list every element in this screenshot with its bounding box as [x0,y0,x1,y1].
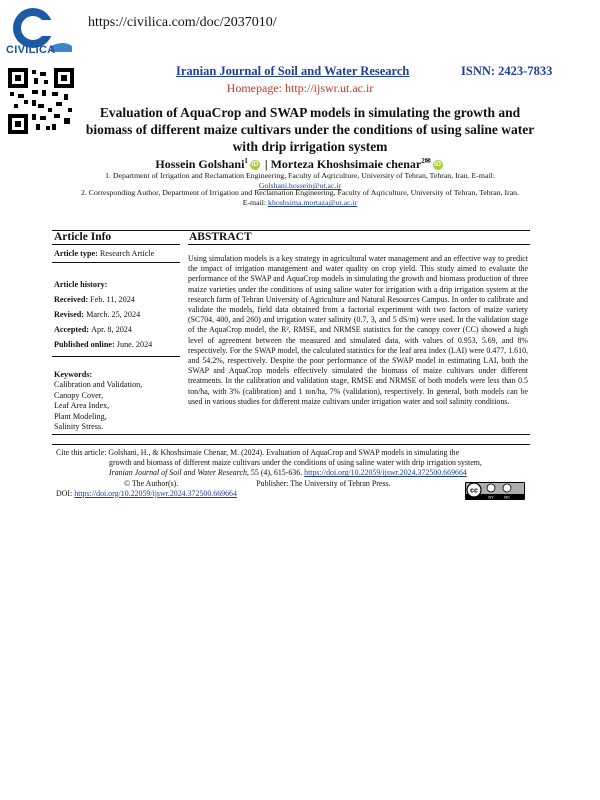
citation-line-3: Iranian Journal of Soil and Water Research, 55 (4), 615-636. https://doi.org/10.22059/ijswr.2024.372500.669664 [109,468,467,478]
keywords-label: Keywords: [54,370,93,379]
keyword-3: Leaf Area Index, [54,401,110,411]
keyword-2: Canopy Cover, [54,390,104,400]
accepted-date: Accepted: Apr. 8, 2024 [54,325,132,334]
cite-rule [52,444,530,445]
cc-license-icon[interactable] [465,482,525,500]
publisher: Publisher: The University of Tehran Press. [256,478,391,488]
right-head-rule [188,244,530,245]
affiliation-2-email[interactable]: khoshsima.mortaza@ut.ac.ir [268,198,358,207]
citation-doi-link[interactable]: https://doi.org/10.22059/ijswr.2024.372500.669664 [304,468,467,478]
title-line-2: biomass of different maize cultivars under the conditions of using saline water [85,122,535,137]
orcid-icon[interactable]: iD [251,161,259,169]
published-date: Published online: June. 2024 [54,340,153,349]
revised-date: Revised: March. 25, 2024 [54,310,141,319]
keyword-5: Salinity Stress. [54,422,104,432]
author-separator: | [264,157,268,171]
author-2-sup: 2✉ [421,157,431,165]
info-rule-2 [52,356,180,357]
keyword-4: Plant Modeling, [54,411,107,421]
abstract-heading: ABSTRACT [189,231,252,243]
authors [60,157,540,172]
article-info-heading: Article Info [54,231,112,243]
affiliation-2 [80,188,520,208]
logo-text: CIVILICA [6,44,56,56]
title-line-1: Evaluation of AquaCrop and SWAP models in simulating the growth and [99,105,521,120]
journal-link[interactable]: Iranian Journal of Soil and Water Research [176,64,410,78]
doi-line: DOI: https://doi.org/10.22059/ijswr.2024.372500.669664 [56,488,237,498]
doi-link[interactable]: https://doi.org/10.22059/ijswr.2024.372500.669664 [74,488,237,498]
cc-text: cc [470,487,478,495]
bottom-rule [52,434,530,435]
issn: ISNN: 2423-7833 [461,64,553,78]
citation-line-2: growth and biomass of different maize cultivars under the conditions of using saline water with drip irrigation system, [109,458,482,468]
affiliation-2-text: 2. Corresponding Author, Department of Irrigation and Reclamation Engineering, Faculty of Aqriculture, University of Tehran, Tehran, Iran. E-mail: [80,188,520,207]
keywords [54,370,142,432]
cc-nc-text: NC [504,494,510,500]
article-type: Article type: Research Article [54,249,155,258]
paper-title [60,104,560,155]
affiliation-1-text: 1. Department of Irrigation and Reclamation Engineering, Faculty of Aqriculture, University of Tehran, Tehran, Iran. E-mail: [105,171,495,180]
keyword-1: Calibration and Validation, [54,380,143,390]
citation [56,448,528,499]
left-head-rule [52,244,180,245]
copyright: © The Author(s). [124,478,179,488]
article-history-label: Article history: [54,280,108,289]
copyright-line [56,479,528,489]
orcid-icon[interactable]: iD [434,161,442,169]
affiliation-1-email[interactable]: Golshani.hossein@ut.ac.ir [258,181,342,190]
info-rule-1 [52,262,180,263]
homepage[interactable]: Homepage: http://ijswr.ut.ac.ir [226,81,374,95]
citation-line-1: Cite this article: Golshani, H., & Khoshsimaie Chenar, M. (2024). Evaluation of AquaCrop and SWAP models in simulating the [56,448,460,457]
author-2: Morteza Khoshsimaie chenar [270,157,422,171]
cc-by-text: BY [488,494,494,500]
author-1-sup: 1 [244,157,248,165]
abstract-text: Using simulation models is a key strategy in agricultural water management and an effective way to predict the impact of irrigation management and water quality on crop yield. This study aimed to evaluate the performance of the SWAP and AquaCrop models in simulating the growth and biomass production of three maize varieties under the conditions of using saline water for irrigation with a drip irrigation system at the research farm of Tehran University of Agriculture and Natural Resources Campus. In order to calibrate and validate the models, field data obtained from a factorial experiment with two factors of maize variety (SC704, 400, and 260) and irrigation water salinity (0.7, 3, and 5 dS/m) were used. In the validation stage of the AquaCrop model, the R², RMSE, and NRMSE statistics for the canopy cover (CC) showed a high level of agreement between the measured and simulated data, with values of 0.953, 5.69, and 8% respectively. For the SWAP model, the calculated statistics for the leaf area index (LAI) were 0.477, 1.610, and 54.2%, respectively. Despite the poor performance of the SWAP model in estimating LAI, both the SWAP and AquaCrop models effectively simulated the biomass of maize cultivars under different treatments. In the calibration and validation stage, RMSE and NRMSE of both models were less than 0.5 ton/ha, with 3% (calibration) and 1 ton/ha, 7% (validation), respectively. In general, both models can be used in various studies for different maize cultivars under irrigation water and soil salinity conditions. [188,254,528,406]
author-1: Hossein Golshani [155,157,245,171]
received-date: Received: Feb. 11, 2024 [54,295,135,304]
document-url[interactable]: https://civilica.com/doc/2037010/ [88,15,277,30]
top-rule [52,230,530,231]
title-line-3: with drip irrigation system [232,139,388,154]
